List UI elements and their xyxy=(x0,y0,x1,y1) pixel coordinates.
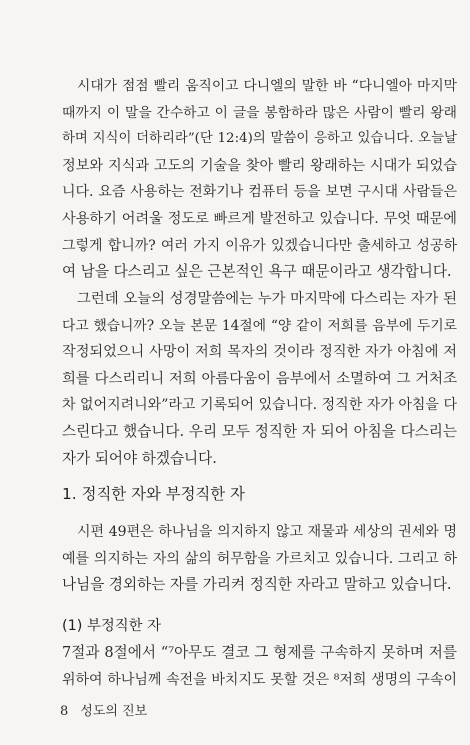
text-line: 시편 49편은 하나님을 의지하지 않고 재물과 세상의 권세와 명 xyxy=(77,524,457,540)
text-line: 정보와 지식과 고도의 기술을 찾아 빨리 왕래하는 시대가 되었습 xyxy=(62,157,457,174)
text-line: 자가 되어야 하겠습니다. xyxy=(62,449,217,467)
page-number: 8 xyxy=(60,704,69,719)
text-line: 7절과 8절에서 “⁷아무도 결코 그 형제를 구속하지 못하며 저를 xyxy=(62,644,457,661)
paragraph-intro xyxy=(62,73,457,286)
text-line: 여 남을 다스리고 싶은 근본적인 욕구 때문이라고 생각합니다. xyxy=(62,263,452,281)
text-line: 차 없어지려니와”라고 기록되어 있습니다. 정직한 자가 아침을 다 xyxy=(62,397,457,414)
text-line: 희를 다스리리니 저희 아름다움이 음부에서 소멸하여 그 거처조 xyxy=(62,370,457,387)
text-line: 작정되었으니 사망이 저희 목자의 것이라 정직한 자가 아침에 저 xyxy=(62,344,457,361)
paragraph-psalm xyxy=(62,519,457,599)
text-line: 스린다고 했습니다. 우리 모두 정직한 자 되어 아침을 다스리는 xyxy=(62,422,457,440)
text-line: 시대가 점점 빨리 움직이고 다니엘의 말한 바 “다니엘아 마지막 xyxy=(77,78,457,94)
text-line: 그렇게 합니까? 여러 가지 이유가 있겠습니다만 출세하고 성공하 xyxy=(62,237,457,254)
text-line: 예를 의지하는 자의 삶의 허무함을 가르치고 있습니다. 그리고 하 xyxy=(62,550,457,567)
text-line: 하며 지식이 더하리라”(단 12:4)의 말씀이 응하고 있습니다. 오늘날 xyxy=(62,131,457,147)
text-line: 때까지 이 말을 간수하고 이 글을 봉함하라 많은 사람이 빨리 왕래 xyxy=(62,104,457,121)
text-line: 위하여 하나님께 속전을 바치지도 못할 것은 ⁸저희 생명의 구속이 xyxy=(62,671,457,688)
paragraph-second xyxy=(62,286,457,472)
text-line: 그런데 오늘의 성경말씀에는 누가 마지막에 다스리는 자가 된 xyxy=(77,291,457,307)
paragraph-verses xyxy=(62,640,457,693)
text-line: 니다. 요즘 사용하는 전화기나 컴퓨터 등을 보면 구시대 사람들은 xyxy=(62,184,457,201)
sub-heading: (1) 부정직한 자 xyxy=(62,618,162,634)
book-title: 성도의 진보 xyxy=(80,704,148,719)
section-heading: 1. 정직한 자와 부정직한 자 xyxy=(62,485,245,503)
text-line: 나님을 경외하는 자를 가리켜 정직한 자라고 말하고 있습니다. xyxy=(62,576,452,594)
text-line: 사용하기 어려울 정도로 빠르게 발전하고 있습니다. 무엇 때문에 xyxy=(62,210,457,227)
text-line: 다고 했습니까? 오늘 본문 14절에 “양 같이 저희를 음부에 두기로 xyxy=(62,317,457,334)
page-footer xyxy=(60,700,147,719)
